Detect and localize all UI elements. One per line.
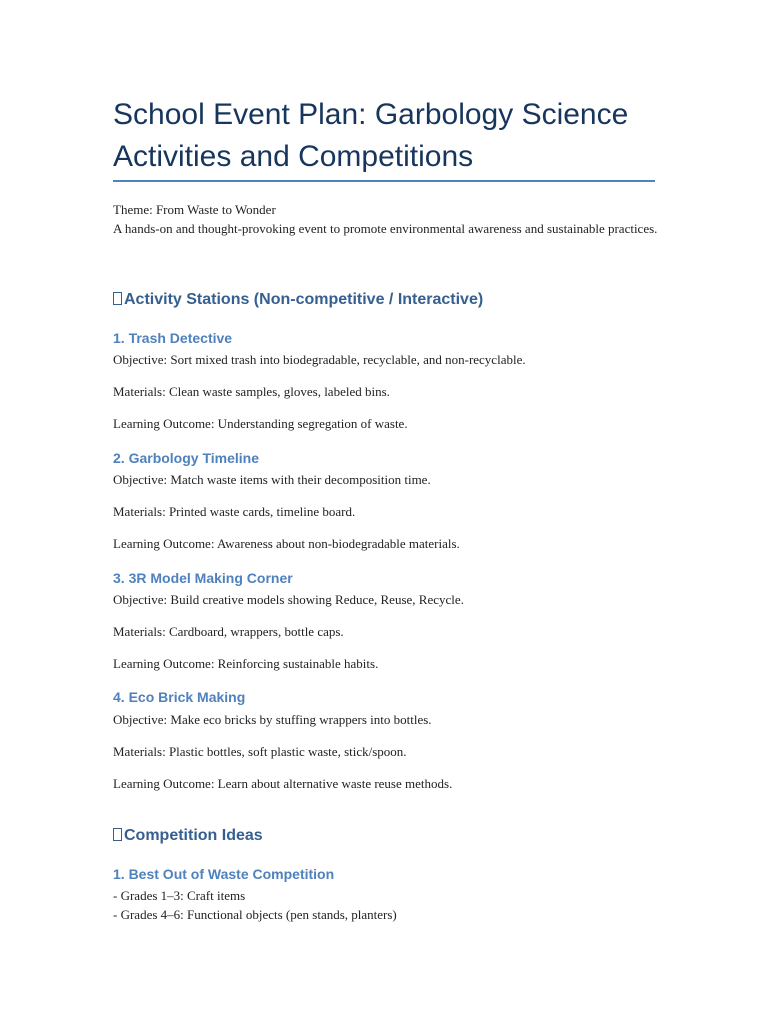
station-outcome: Learning Outcome: Learn about alternative waste reuse methods.: [113, 776, 453, 791]
missing-glyph-icon: [113, 828, 122, 841]
competition-detail: - Grades 1–3: Craft items: [113, 888, 246, 903]
station-outcome: Learning Outcome: Reinforcing sustainable habits.: [113, 656, 379, 671]
station-materials: Materials: Cardboard, wrappers, bottle caps.: [113, 624, 344, 639]
station-outcome: Learning Outcome: Understanding segregation of waste.: [113, 416, 408, 431]
station-objective: Objective: Build creative models showing Reduce, Reuse, Recycle.: [113, 592, 464, 607]
station-title: 3. 3R Model Making Corner: [113, 570, 293, 586]
station-title: 4. Eco Brick Making: [113, 689, 246, 705]
title-underline: [113, 180, 655, 182]
station-objective: Objective: Sort mixed trash into biodegradable, recyclable, and non-recyclable.: [113, 352, 526, 367]
theme-line: Theme: From Waste to Wonder: [113, 202, 276, 217]
section-heading-text: Competition Ideas: [124, 827, 263, 844]
section-heading-text: Activity Stations (Non-competitive / Interactive): [124, 291, 484, 308]
intro-description: A hands-on and thought-provoking event to promote environmental awareness and sustainable practices.: [113, 221, 658, 236]
station-materials: Materials: Clean waste samples, gloves, labeled bins.: [113, 384, 390, 399]
station-title: 1. Trash Detective: [113, 330, 233, 346]
document-title: School Event Plan: Garbology Science Activities and Competitions: [113, 98, 629, 173]
station-objective: Objective: Match waste items with their decomposition time.: [113, 472, 431, 487]
missing-glyph-icon: [113, 292, 122, 305]
competition-title: 1. Best Out of Waste Competition: [113, 866, 335, 882]
station-materials: Materials: Printed waste cards, timeline board.: [113, 504, 356, 519]
station-materials: Materials: Plastic bottles, soft plastic waste, stick/spoon.: [113, 744, 407, 759]
station-objective: Objective: Make eco bricks by stuffing wrappers into bottles.: [113, 712, 432, 727]
section-heading-competition-ideas: [113, 825, 263, 847]
section-heading-activity-stations: [113, 289, 483, 311]
station-outcome: Learning Outcome: Awareness about non-biodegradable materials.: [113, 536, 460, 551]
station-title: 2. Garbology Timeline: [113, 450, 260, 466]
intro-block: [113, 200, 658, 238]
competition-detail: - Grades 4–6: Functional objects (pen stands, planters): [113, 907, 397, 922]
